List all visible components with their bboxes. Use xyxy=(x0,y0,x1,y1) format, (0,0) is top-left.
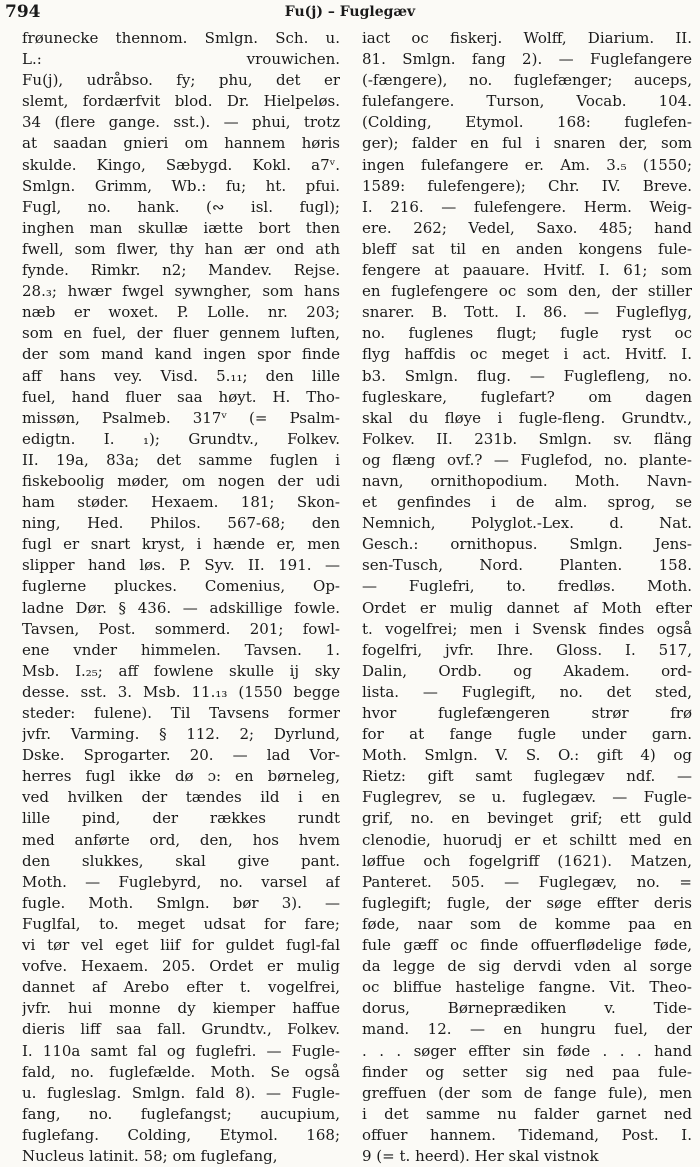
text-line: fulefangere. Turson, Vocab. 104. xyxy=(362,92,692,111)
text-line: ladne Dør. § 436. — adskillige fowle. xyxy=(22,598,340,617)
text-line: næb er woxet. P. Lolle. nr. 203; xyxy=(22,303,340,322)
text-line: ham støder. Hexaem. 181; Skon- xyxy=(22,493,340,512)
text-line: Nucleus latinit. 58; om fuglefang, xyxy=(22,1146,278,1165)
text-line: i det samme nu falder garnet ned xyxy=(362,1104,692,1123)
text-line: Folkev. II. 231b. Smlgn. sv. fläng xyxy=(362,429,692,448)
text-line: ger); falder en ful i snaren der, som xyxy=(362,134,692,153)
text-line: L.: vrouwichen. xyxy=(22,50,340,69)
page-number: 794 xyxy=(5,2,41,22)
text-line: iact oc fiskerj. Wolff, Diarium. II. xyxy=(362,29,692,47)
text-line: jvfr. hui monne dy kiemper haffue xyxy=(22,999,340,1018)
text-line: ingen fulefangere er. Am. 3.₅ (1550; xyxy=(362,155,692,174)
text-line: bleff sat til en anden kongens fule- xyxy=(362,239,692,258)
text-line: Fu(j), udråbso. fy; phu, det er xyxy=(22,71,340,90)
text-line: greffuen (der som de fange fule), men xyxy=(362,1083,692,1102)
text-line: Ordet er mulig dannet af Moth efter xyxy=(362,598,692,617)
text-line: vi tør vel eget liif for guldet fugl-fal xyxy=(22,936,340,955)
text-line: clenodie, huorudj er et schiltt med en xyxy=(362,830,692,849)
text-line: Fugl, no. hank. (∾ isl. fugl); xyxy=(22,197,340,216)
text-line: et genfindes i de alm. sprog, se xyxy=(362,493,692,512)
text-line: fogelfri, jvfr. Ihre. Gloss. I. 517, xyxy=(362,640,692,659)
text-line: der som mand kand ingen spor finde xyxy=(22,345,340,364)
text-line: Rietz: gift samt fuglegæv ndf. — xyxy=(362,767,692,786)
text-line: skulde. Kingo, Sæbygd. Kokl. a7ᵛ. xyxy=(22,155,340,174)
text-line: steder: fulene). Til Tavsens former xyxy=(22,704,340,722)
text-line: vofve. Hexaem. 205. Ordet er mulig xyxy=(22,957,340,976)
text-line: og flæng ovf.? — Fuglefod, no. plante- xyxy=(362,450,692,469)
left-column xyxy=(22,28,340,1167)
text-line: ene vnder himmelen. Tavsen. 1. xyxy=(22,640,340,659)
text-line: Dske. Sprogarter. 20. — lad Vor- xyxy=(22,746,340,765)
text-line: Moth. Smlgn. V. S. O.: gift 4) og xyxy=(362,746,692,765)
text-line: Tavsen, Post. sommerd. 201; fowl- xyxy=(22,619,340,638)
text-line: I. 216. — fulefengere. Herm. Weig- xyxy=(362,197,692,216)
text-line: finder og setter sig ned paa fule- xyxy=(362,1062,692,1081)
text-line: . . . søger effter sin føde . . . hand xyxy=(362,1041,692,1060)
text-line: slipper hand løs. P. Syv. II. 191. — xyxy=(22,556,340,575)
text-line: Panteret. 505. — Fuglegæv, no. = xyxy=(362,872,692,891)
text-line: dannet af Arebo efter t. vogelfrei, xyxy=(22,978,340,997)
text-line: no. fuglenes flugt; fugle ryst oc xyxy=(362,324,692,343)
text-line: fald, no. fuglefælde. Moth. Se også xyxy=(22,1062,340,1081)
text-line: at saadan gnieri om hannem høris xyxy=(22,134,340,153)
text-line: 81. Smlgn. fang 2). — Fuglefangere xyxy=(362,50,692,69)
text-line: løffue och fogelgriff (1621). Matzen, xyxy=(362,851,692,870)
right-column xyxy=(362,28,692,1167)
text-line: (-fængere), no. fuglefænger; auceps, xyxy=(362,71,692,90)
text-line: fang, no. fuglefangst; aucupium, xyxy=(22,1104,340,1123)
text-line: Nemnich, Polyglot.-Lex. d. Nat. xyxy=(362,514,692,533)
text-line: skal du fløye i fugle-fleng. Grundtv., xyxy=(362,408,692,427)
text-line: flyg haffdis oc meget i act. Hvitf. I. xyxy=(362,345,692,364)
text-line: t. vogelfrei; men i Svensk findes også xyxy=(362,619,692,638)
text-line: inghen man skullæ iætte bort then xyxy=(22,218,340,237)
text-line: Fuglfal, to. meget udsat for fare; xyxy=(22,914,340,933)
text-line: fule gæff oc finde offuerflødelige føde, xyxy=(362,936,692,955)
text-line: fiskeboolig møder, om nogen der udi xyxy=(22,471,340,490)
text-line: en fuglefengere oc som den, der stiller xyxy=(362,282,692,301)
text-line: fuglefang. Colding, Etymol. 168; xyxy=(22,1125,340,1144)
text-line: fugle. Moth. Smlgn. bør 3). — xyxy=(22,893,340,912)
text-line: 1589: fulefengere); Chr. IV. Breve. xyxy=(362,176,692,195)
text-line: missøn, Psalmeb. 317ᵛ (= Psalm- xyxy=(22,408,340,427)
text-line: fuglegift; fugle, der søge effter deris xyxy=(362,893,692,912)
text-line: Dalin, Ordb. og Akadem. ord- xyxy=(362,661,692,680)
text-line: grif, no. en bevinget grif; ett guld xyxy=(362,809,692,828)
text-line: offuer hannem. Tidemand, Post. I. xyxy=(362,1125,692,1144)
text-line: edigtn. I. ₁); Grundtv., Folkev. xyxy=(22,429,340,448)
text-line: jvfr. Varming. § 112. 2; Dyrlund, xyxy=(22,725,340,744)
text-line: Gesch.: ornithopus. Smlgn. Jens- xyxy=(362,535,692,554)
text-line: b3. Smlgn. flug. — Fuglefleng, no. xyxy=(362,366,692,385)
text-line: fynde. Rimkr. n2; Mandev. Rejse. xyxy=(22,261,340,280)
text-line: som en fuel, der fluer gennem luften, xyxy=(22,324,340,343)
text-line: Smlgn. Grimm, Wb.: fu; ht. pfui. xyxy=(22,176,340,195)
text-line: frøunecke thennom. Smlgn. Sch. u. xyxy=(22,29,340,47)
text-line: fwell, som flwer, thy han ær ond ath xyxy=(22,239,340,258)
text-line: Fuglegrev, se u. fuglegæv. — Fugle- xyxy=(362,788,692,807)
text-line: den slukkes, skal give pant. xyxy=(22,851,340,870)
text-line: fugleskare, fuglefart? om dagen xyxy=(362,387,692,406)
text-line: Moth. — Fuglebyrd, no. varsel af xyxy=(22,872,340,891)
text-line: ning, Hed. Philos. 567-68; den xyxy=(22,514,340,533)
text-line: sen-Tusch, Nord. Planten. 158. xyxy=(362,556,692,575)
text-line: I. 110a samt fal og fuglefri. — Fugle- xyxy=(22,1041,340,1060)
text-line: lista. — Fuglegift, no. det sted, xyxy=(362,682,692,701)
text-line: for at fange fugle under garn. xyxy=(362,725,692,744)
text-line: fuel, hand fluer saa høyt. H. Tho- xyxy=(22,387,340,406)
text-line: snarer. B. Tott. I. 86. — Fugleflyg, xyxy=(362,303,692,322)
text-line: føde, naar som de komme paa en xyxy=(362,914,692,933)
page-header xyxy=(0,0,700,26)
text-line: 34 (flere gange. sst.). — phui, trotz xyxy=(22,113,340,132)
text-line: II. 19a, 83a; det samme fuglen i xyxy=(22,450,340,469)
text-line: hvor fuglefængeren strør frø xyxy=(362,704,692,722)
text-line: ved hvilken der tændes ild i en xyxy=(22,788,340,807)
text-line: herres fugl ikke dø ɔ: en børneleg, xyxy=(22,767,340,786)
text-line: aff hans vey. Visd. 5.₁₁; den lille xyxy=(22,366,340,385)
running-title: Fu(j) – Fuglegæv xyxy=(284,4,416,20)
text-line: oc bliffue hastelige fangne. Vit. Theo- xyxy=(362,978,692,997)
text-line: Msb. I.₂₅; aff fowlene skulle ij sky xyxy=(22,661,340,680)
text-line: dieris liff saa fall. Grundtv., Folkev. xyxy=(22,1020,340,1039)
text-line: (Colding, Etymol. 168: fuglefen- xyxy=(362,113,692,132)
text-line: fuglerne pluckes. Comenius, Op- xyxy=(22,577,340,596)
text-line: ere. 262; Vedel, Saxo. 485; hand xyxy=(362,218,692,237)
text-line: slemt, fordærfvit blod. Dr. Hielpeløs. xyxy=(22,92,340,111)
text-line: — Fuglefri, to. fredløs. Moth. xyxy=(362,577,692,596)
text-line: med anførte ord, den, hos hvem xyxy=(22,830,340,849)
text-line: u. fugleslag. Smlgn. fald 8). — Fugle- xyxy=(22,1083,340,1102)
text-line: fengere at paauare. Hvitf. I. 61; som xyxy=(362,261,692,280)
text-line: 28.₃; hwær fwgel sywngher, som hans xyxy=(22,282,340,301)
text-line: dorus, Børneprædiken v. Tide- xyxy=(362,999,692,1018)
text-line: desse. sst. 3. Msb. 11.₁₃ (1550 begge xyxy=(22,682,340,701)
text-line: fugl er snart kryst, i hænde er, men xyxy=(22,535,340,554)
text-line: mand. 12. — en hungru fuel, der xyxy=(362,1020,692,1039)
text-line: da legge de sig dervdi vden al sorge xyxy=(362,957,692,976)
text-line: 9 (= t. heerd). Her skal vistnok xyxy=(362,1146,599,1165)
text-line: navn, ornithopodium. Moth. Navn- xyxy=(362,471,692,490)
text-line: lille pind, der rækkes rundt xyxy=(22,809,340,828)
